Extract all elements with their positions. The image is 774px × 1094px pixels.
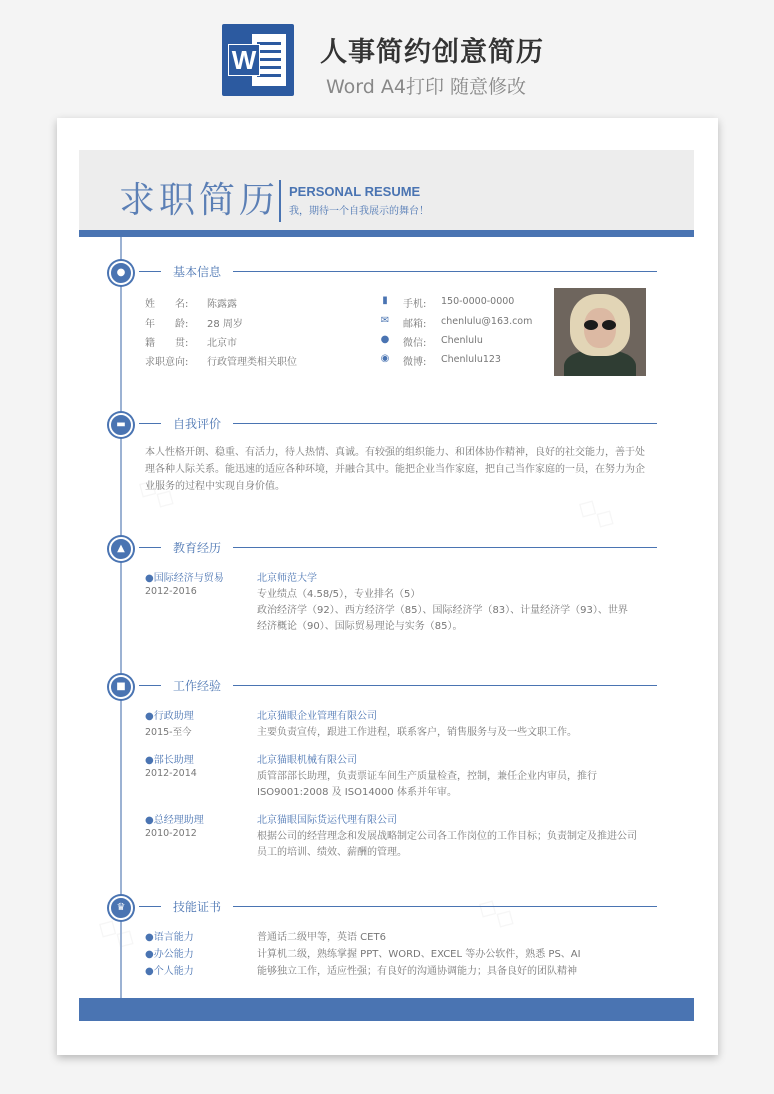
work-company: 北京猫眼企业管理有限公司 xyxy=(257,711,377,722)
work-company: 北京猫眼机械有限公司 xyxy=(257,755,357,766)
section-title-skill: 技能证书 xyxy=(173,900,222,914)
work-role: ●行政助理 xyxy=(145,711,194,722)
section-dash xyxy=(139,906,161,907)
top-band xyxy=(79,230,694,237)
email-value: chenlulu@163.com xyxy=(441,316,533,327)
work-desc: ISO9001:2008 及 ISO14000 体系并年审。 xyxy=(257,787,457,798)
work-desc: 质管部部长助理，负责票证车间生产质量检查，控制，兼任企业内审员，推行 xyxy=(257,771,597,782)
age-label: 年 龄: xyxy=(145,319,189,330)
intent-value: 行政管理类相关职位 xyxy=(207,357,297,368)
user-icon: ● xyxy=(109,261,133,285)
skill-value: 能够独立工作，适应性强；有良好的沟通协调能力；具备良好的团队精神 xyxy=(257,966,577,977)
weibo-value: Chenlulu123 xyxy=(441,354,501,365)
section-dash xyxy=(139,547,161,548)
age-value: 28 周岁 xyxy=(207,319,243,330)
edu-years: 2012-2016 xyxy=(145,586,197,597)
edu-line1: 专业绩点（4.58/5），专业排名（5） xyxy=(257,589,421,600)
work-desc: 根据公司的经营理念和发展战略制定公司各工作岗位的工作目标；负责制定及推进公司 xyxy=(257,831,637,842)
banner-title: 求职简历 xyxy=(119,180,280,221)
graduation-cap-icon: ▲ xyxy=(109,537,133,561)
watermark xyxy=(472,890,522,936)
weibo-label: 微博: xyxy=(403,357,427,368)
wechat-icon: ● xyxy=(380,334,390,345)
email-icon: ✉ xyxy=(380,315,390,326)
skill-label: ●个人能力 xyxy=(145,966,194,977)
section-line xyxy=(233,906,657,907)
header-title: 人事简约创意简历 xyxy=(320,37,544,68)
timeline-line xyxy=(120,237,122,998)
header-subtitle: Word A4打印 随意修改 xyxy=(326,76,527,98)
watermark xyxy=(572,490,622,536)
briefcase-icon: ■ xyxy=(109,675,133,699)
wechat-label: 微信: xyxy=(403,338,427,349)
phone-label: 手机: xyxy=(403,299,427,310)
section-line xyxy=(233,271,657,272)
work-years: 2012-2014 xyxy=(145,768,197,779)
section-dash xyxy=(139,423,161,424)
skill-label: ●办公能力 xyxy=(145,949,194,960)
section-title-work: 工作经验 xyxy=(173,679,222,693)
work-desc: 员工的培训、绩效、薪酬的管理。 xyxy=(257,847,407,858)
skill-value: 计算机二级，熟练掌握 PPT、WORD、EXCEL 等办公软件，熟悉 PS、AI xyxy=(257,949,581,960)
weibo-icon: ◉ xyxy=(380,353,390,364)
section-title-self: 自我评价 xyxy=(173,417,222,431)
section-line xyxy=(233,685,657,686)
work-company: 北京猫眼国际货运代理有限公司 xyxy=(257,815,397,826)
wechat-value: Chenlulu xyxy=(441,335,483,346)
section-dash xyxy=(139,685,161,686)
bottom-band xyxy=(79,998,694,1021)
section-title-edu: 教育经历 xyxy=(173,541,222,555)
word-logo-letter: W xyxy=(228,44,260,76)
banner-tagline: 我，期待一个自我展示的舞台！ xyxy=(289,206,429,217)
work-role: ●部长助理 xyxy=(145,755,194,766)
section-title-basic: 基本信息 xyxy=(173,265,222,279)
resume-banner xyxy=(79,150,694,230)
profile-photo xyxy=(554,288,646,376)
work-years: 2015-至今 xyxy=(145,727,192,738)
banner-en-title: PERSONAL RESUME xyxy=(289,184,421,199)
top-header xyxy=(0,0,774,112)
comment-icon: ▬ xyxy=(109,413,133,437)
name-label: 姓 名: xyxy=(145,299,189,310)
work-role: ●总经理助理 xyxy=(145,815,204,826)
work-desc: 主要负责宣传，跟进工作进程，联系客户，销售服务与及一些文职工作。 xyxy=(257,727,577,738)
phone-value: 150-0000-0000 xyxy=(441,296,515,307)
word-doc-icon xyxy=(222,24,294,96)
name-value: 陈露露 xyxy=(207,299,237,310)
edu-major: ●国际经济与贸易 xyxy=(145,573,224,584)
email-label: 邮箱: xyxy=(403,319,427,330)
section-line xyxy=(233,547,657,548)
hometown-value: 北京市 xyxy=(207,338,237,349)
skill-label: ●语言能力 xyxy=(145,932,194,943)
trophy-icon: ♛ xyxy=(109,896,133,920)
edu-line2: 政治经济学（92）、西方经济学（85）、国际经济学（83）、计量经济学（93）、世界 xyxy=(257,605,628,616)
edu-line3: 经济概论（90）、国际贸易理论与实务（85）。 xyxy=(257,621,463,632)
phone-icon: ▮ xyxy=(382,295,388,306)
section-line xyxy=(233,423,657,424)
work-years: 2010-2012 xyxy=(145,828,197,839)
resume-page xyxy=(57,118,718,1055)
hometown-label: 籍 贯: xyxy=(145,338,189,349)
banner-divider xyxy=(279,180,281,222)
skill-value: 普通话二级甲等，英语 CET6 xyxy=(257,932,386,943)
intent-label: 求职意向: xyxy=(145,357,189,368)
self-evaluation-text: 本人性格开朗、稳重、有活力，待人热情、真诚。有较强的组织能力、和团体协作精神，良好的社交能力，善于处理各种人际关系。能迅速的适应各种环境，并融合其中。能把企业当作家庭，把自己当作家庭的一员，在努力为企业服务的过程中实现自身价值。 xyxy=(145,447,645,492)
edu-school: 北京师范大学 xyxy=(257,573,317,584)
section-dash xyxy=(139,271,161,272)
